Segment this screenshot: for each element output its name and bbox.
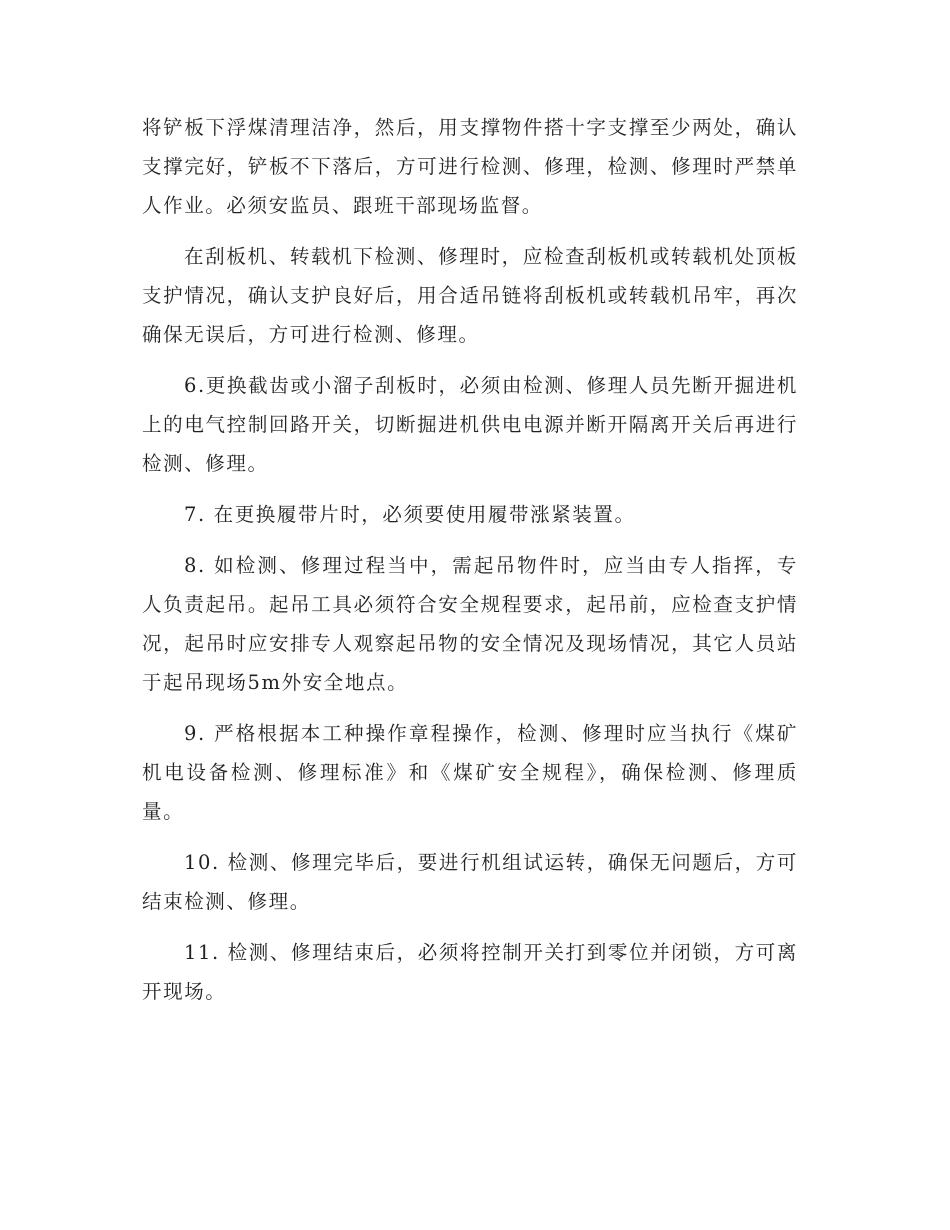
document-body (142, 108, 798, 1023)
paragraph-5: 8. 如检测、修理过程当中，需起吊物件时，应当由专人指挥，专人负责起吊。起吊工具必须符合安全规程要求，起吊前，应检查支护情况，起吊时应安排专人观察起吊物的安全情况及现场情况，其它人员站于起吊现场5m外安全地点。 (142, 554, 798, 694)
paragraph-7: 10. 检测、修理完毕后，要进行机组试运转，确保无问题后，方可结束检测、修理。 (142, 851, 798, 913)
paragraph-8: 11. 检测、修理结束后，必须将控制开关打到零位并闭锁，方可离开现场。 (142, 941, 798, 1003)
paragraph-4: 7. 在更换履带片时，必须要使用履带涨紧装置。 (184, 503, 636, 526)
paragraph-3: 6.更换截齿或小溜子刮板时，必须由检测、修理人员先断开掘进机上的电气控制回路开关，切断掘进机供电电源并断开隔离开关后再进行检测、修理。 (142, 374, 798, 475)
paragraph-2: 在刮板机、转载机下检测、修理时，应检查刮板机或转载机处顶板支护情况，确认支护良好后，用合适吊链将刮板机或转载机吊牢，再次确保无误后，方可进行检测、修理。 (142, 245, 798, 346)
paragraph-1: 将铲板下浮煤清理洁净，然后，用支撑物件搭十字支撑至少两处，确认支撑完好，铲板不下落后，方可进行检测、修理，检测、修理时严禁单人作业。必须安监员、跟班干部现场监督。 (142, 116, 798, 217)
paragraph-6: 9. 严格根据本工种操作章程操作，检测、修理时应当执行《煤矿机电设备检测、修理标准》和《煤矿安全规程》，确保检测、修理质量。 (142, 722, 798, 823)
